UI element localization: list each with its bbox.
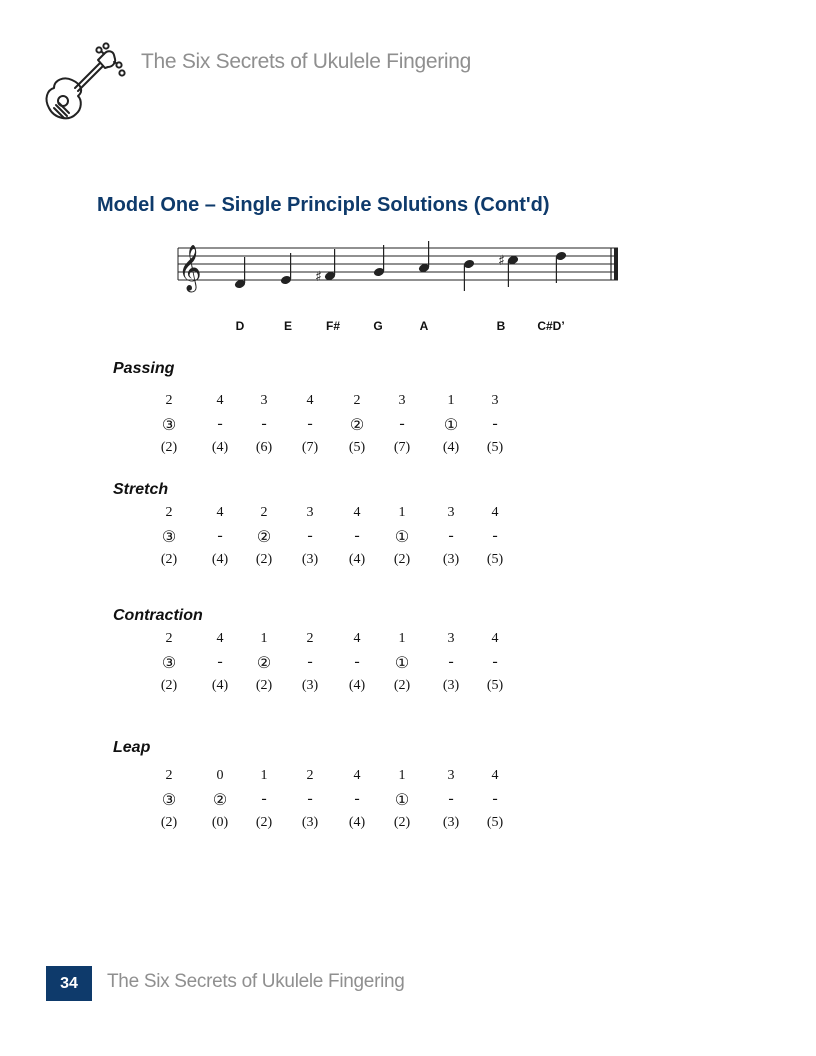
section-title: Model One – Single Principle Solutions (Cont'd) bbox=[97, 194, 550, 216]
fret-number: (5) bbox=[486, 815, 504, 830]
fret-number: (3) bbox=[442, 552, 460, 567]
string-number: ③ bbox=[161, 417, 177, 434]
finger-number: 1 bbox=[398, 768, 406, 783]
string-number: - bbox=[217, 653, 223, 670]
fret-number: (3) bbox=[301, 815, 319, 830]
string-number: - bbox=[448, 653, 454, 670]
string-number: ① bbox=[443, 417, 459, 434]
string-number: - bbox=[492, 653, 498, 670]
string-number: - bbox=[307, 790, 313, 807]
string-number: - bbox=[354, 653, 360, 670]
note-name-label: B bbox=[496, 319, 506, 333]
note-name-label: F# bbox=[325, 319, 341, 333]
string-number: - bbox=[492, 527, 498, 544]
string-number: - bbox=[217, 527, 223, 544]
string-number: - bbox=[354, 790, 360, 807]
final-barline-thick bbox=[614, 248, 618, 280]
block-label: Stretch bbox=[113, 481, 169, 498]
finger-number: 4 bbox=[216, 505, 224, 520]
string-number: ② bbox=[256, 655, 272, 672]
fret-number: (4) bbox=[211, 440, 229, 455]
fret-number: (3) bbox=[442, 678, 460, 693]
string-number: - bbox=[492, 790, 498, 807]
fret-number: (5) bbox=[348, 440, 366, 455]
note-2 bbox=[280, 253, 292, 285]
string-number: - bbox=[354, 527, 360, 544]
music-staff bbox=[170, 238, 630, 298]
string-number: - bbox=[261, 790, 267, 807]
finger-number: 4 bbox=[353, 768, 361, 783]
finger-number: 1 bbox=[260, 768, 268, 783]
string-number: ② bbox=[212, 792, 228, 809]
fret-number: (3) bbox=[301, 678, 319, 693]
fret-number: (7) bbox=[393, 440, 411, 455]
block-label: Passing bbox=[113, 360, 175, 377]
finger-number: 4 bbox=[216, 393, 224, 408]
string-number: ② bbox=[256, 529, 272, 546]
note-7 bbox=[498, 253, 519, 287]
string-number: - bbox=[307, 653, 313, 670]
fret-number: (5) bbox=[486, 678, 504, 693]
fret-number: (2) bbox=[255, 815, 273, 830]
note-8 bbox=[555, 251, 567, 283]
finger-number: 3 bbox=[447, 631, 455, 646]
note-name-label: A bbox=[419, 319, 429, 333]
finger-number: 3 bbox=[447, 768, 455, 783]
finger-number: 2 bbox=[165, 768, 173, 783]
fret-number: (2) bbox=[160, 678, 178, 693]
finger-number: 3 bbox=[260, 393, 268, 408]
finger-number: 1 bbox=[398, 505, 406, 520]
string-number: - bbox=[492, 415, 498, 432]
string-number: ① bbox=[394, 792, 410, 809]
finger-number: 4 bbox=[491, 768, 499, 783]
header-title: The Six Secrets of Ukulele Fingering bbox=[141, 50, 472, 73]
string-number: - bbox=[307, 415, 313, 432]
fret-number: (7) bbox=[301, 440, 319, 455]
fret-number: (4) bbox=[348, 678, 366, 693]
finger-number: 2 bbox=[306, 631, 314, 646]
note-5 bbox=[418, 241, 430, 273]
string-number: ③ bbox=[161, 529, 177, 546]
string-number: ③ bbox=[161, 792, 177, 809]
string-number: - bbox=[448, 790, 454, 807]
finger-number: 3 bbox=[447, 505, 455, 520]
string-number: ③ bbox=[161, 655, 177, 672]
note-name-label: C#D’ bbox=[537, 319, 565, 333]
treble-clef-icon: 𝄞 bbox=[178, 245, 202, 291]
finger-number: 4 bbox=[306, 393, 314, 408]
string-number: - bbox=[399, 415, 405, 432]
string-number: - bbox=[217, 415, 223, 432]
fret-number: (6) bbox=[255, 440, 273, 455]
fret-number: (2) bbox=[160, 815, 178, 830]
finger-number: 3 bbox=[398, 393, 406, 408]
fret-number: (2) bbox=[160, 440, 178, 455]
finger-number: 2 bbox=[260, 505, 268, 520]
sharp-icon: ♯ bbox=[315, 269, 322, 285]
block-label: Leap bbox=[113, 739, 151, 756]
fret-number: (4) bbox=[442, 440, 460, 455]
fret-number: (3) bbox=[301, 552, 319, 567]
fret-number: (2) bbox=[393, 552, 411, 567]
string-number: ② bbox=[349, 417, 365, 434]
string-number: - bbox=[307, 527, 313, 544]
fret-number: (5) bbox=[486, 552, 504, 567]
fret-number: (4) bbox=[348, 815, 366, 830]
finger-number: 2 bbox=[165, 393, 173, 408]
note-name-label: E bbox=[283, 319, 293, 333]
finger-number: 0 bbox=[216, 768, 224, 783]
fret-number: (4) bbox=[211, 678, 229, 693]
fret-number: (0) bbox=[211, 815, 229, 830]
note-6 bbox=[463, 259, 475, 291]
finger-number: 3 bbox=[306, 505, 314, 520]
finger-number: 4 bbox=[353, 505, 361, 520]
string-number: - bbox=[261, 415, 267, 432]
string-number: - bbox=[448, 527, 454, 544]
note-4 bbox=[373, 245, 385, 277]
finger-number: 2 bbox=[165, 631, 173, 646]
finger-number: 1 bbox=[260, 631, 268, 646]
finger-number: 3 bbox=[491, 393, 499, 408]
footer-title: The Six Secrets of Ukulele Fingering bbox=[107, 971, 405, 992]
finger-number: 2 bbox=[353, 393, 361, 408]
fret-number: (3) bbox=[442, 815, 460, 830]
finger-number: 1 bbox=[447, 393, 455, 408]
finger-number: 4 bbox=[491, 505, 499, 520]
fret-number: (4) bbox=[348, 552, 366, 567]
fret-number: (2) bbox=[393, 815, 411, 830]
finger-number: 4 bbox=[353, 631, 361, 646]
fret-number: (2) bbox=[160, 552, 178, 567]
note-name-label: G bbox=[373, 319, 383, 333]
fret-number: (2) bbox=[393, 678, 411, 693]
block-label: Contraction bbox=[113, 607, 203, 624]
finger-number: 2 bbox=[165, 505, 173, 520]
string-number: ① bbox=[394, 655, 410, 672]
fret-number: (2) bbox=[255, 552, 273, 567]
finger-number: 2 bbox=[306, 768, 314, 783]
sharp-icon: ♯ bbox=[498, 253, 505, 269]
fret-number: (5) bbox=[486, 440, 504, 455]
finger-number: 4 bbox=[491, 631, 499, 646]
finger-number: 4 bbox=[216, 631, 224, 646]
string-number: ① bbox=[394, 529, 410, 546]
note-name-label: D bbox=[235, 319, 245, 333]
fret-number: (2) bbox=[255, 678, 273, 693]
page-number-badge: 34 bbox=[46, 966, 92, 1001]
fret-number: (4) bbox=[211, 552, 229, 567]
ukulele-logo-icon bbox=[42, 42, 128, 132]
note-1 bbox=[234, 257, 246, 289]
finger-number: 1 bbox=[398, 631, 406, 646]
